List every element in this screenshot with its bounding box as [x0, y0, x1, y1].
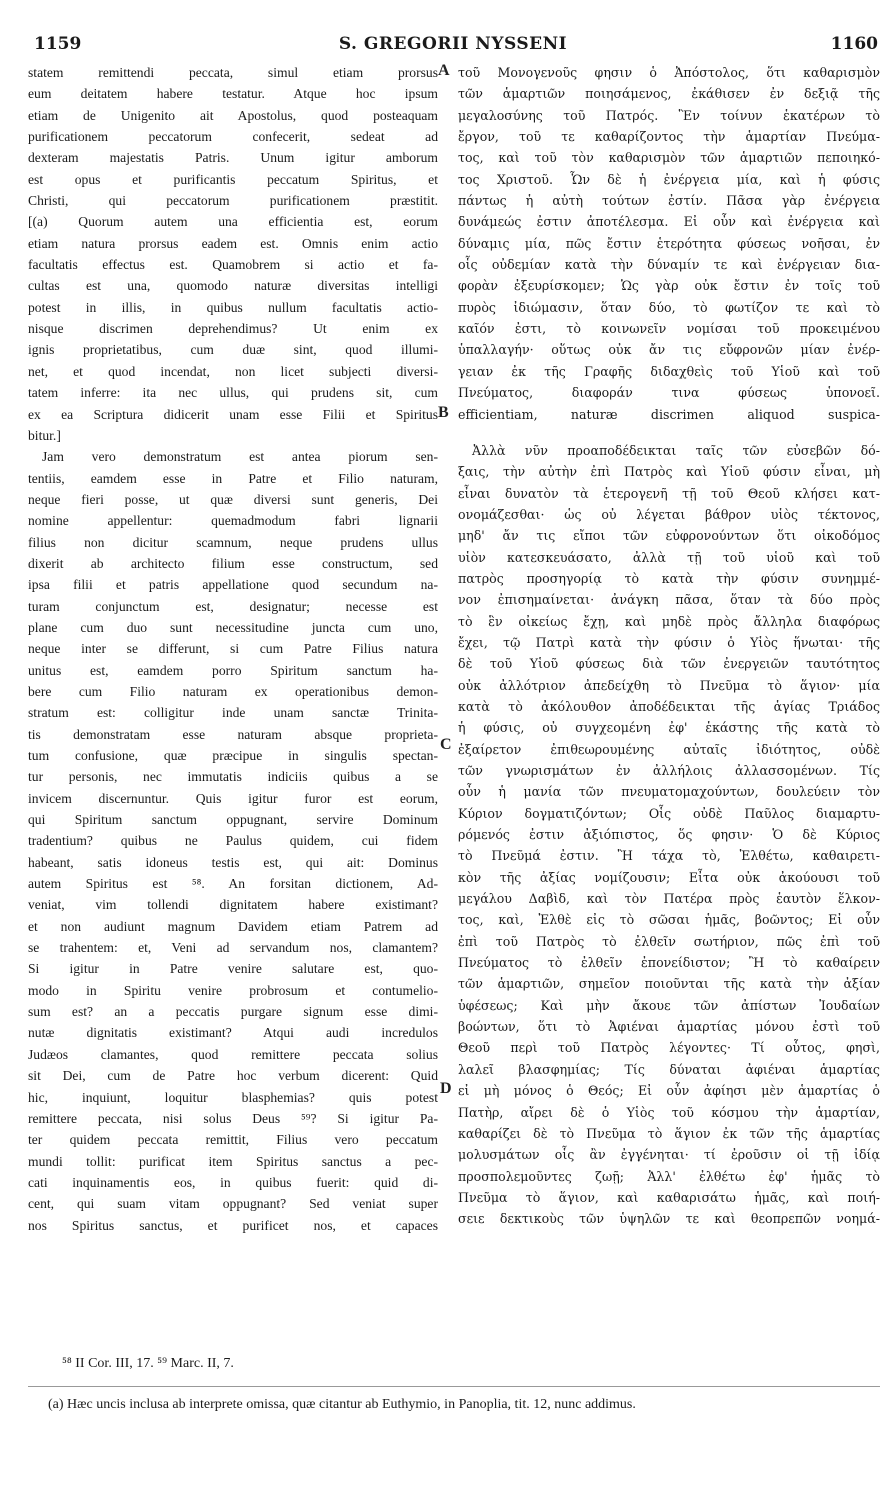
- text-line: Πνεύματος, διαφοράν τινα φύσεως ὑπονοεῖ.: [458, 385, 880, 401]
- text-line: modo in Spiritu venire probrosum et contumelio-: [28, 982, 438, 998]
- text-line: μεγάλου Δαβὶδ, καὶ τὸν Πατέρα πρὸς ἑαυτὸν ἕλκον-: [458, 891, 880, 907]
- text-line: ex ea Scriptura didicerit unam esse Filii et Spiritus: [28, 406, 438, 422]
- text-line: υἱὸν κατεσκευάσατο, ἀλλὰ τῇ τοῦ υἱοῦ καὶ τοῦ: [458, 549, 880, 565]
- text-line: se trahentem: et, Veni ad servandum nos, clamantem?: [28, 940, 438, 956]
- text-line: plane cum duo sunt necessitudine juncta cum uno,: [28, 619, 438, 635]
- text-line: ὑφέσεως; Καὶ μὴν ἄκουε τῶν ἀπίστων Ἰουδαίων: [458, 997, 880, 1013]
- text-line: εἰ μὴ μόνος ὁ Θεός; Εἰ οὖν ἀφίησι μὲν ἁμαρτίας ὁ: [458, 1083, 880, 1099]
- text-line: τος, καὶ τοῦ τὸν καθαρισμὸν τῶν ἁμαρτιῶν πεποιηκό-: [458, 150, 880, 166]
- text-line: οἷς οὐδεμίαν κατὰ τὴν δύναμίν τε καὶ ἐνέργειαν δια-: [458, 257, 880, 273]
- text-line: Ἀλλὰ νῦν προαποδέδεικται ταῖς τῶν εὐσεβῶν δό-: [472, 442, 880, 458]
- text-line: tradentium? quibus ne Paulus quidem, cui fidem: [28, 833, 438, 849]
- text-line: τὸ Πνεῦμά ἐστιν. Ἢ τάχα τὸ, Ἐλθέτω, καθαιρετι-: [458, 848, 880, 864]
- text-line: facultatis effectus est. Quamobrem si actio et fa-: [28, 257, 438, 273]
- text-line: τος Χριστοῦ. Ὧν δὲ ἡ ἐνέργεια μία, καὶ ἡ φύσις: [458, 171, 880, 187]
- scripture-notes: ⁵⁸ II Cor. III, 17. ⁵⁹ Marc. II, 7.: [62, 1356, 234, 1371]
- margin-marker-d: D: [440, 1080, 452, 1097]
- text-line: veniat, vim tollendi dignitatem habere existimant?: [28, 897, 438, 913]
- text-line: et non audiunt magnum Davidem etiam Patrem ad: [28, 918, 438, 934]
- text-line: ἐξαίρετον ἐπιθεωρουμένης αὐταῖς ἰδιότητος, οὐδὲ: [458, 741, 880, 757]
- text-line: dexteram majestatis Patris. Unum igitur amborum: [28, 150, 438, 166]
- footnote: (a) Hæc uncis inclusa ab interprete omissa, quæ citantur ab Euthymio, in Panoplia, tit. 12, nunc addimus.: [48, 1397, 636, 1412]
- text-line: purificationem peccatorum confecerit, sedeat ad: [28, 129, 438, 145]
- text-line: νον ἐπισημαίνεται· ἀνάγκη πᾶσα, ὅταν τὰ δύο πρὸς: [458, 592, 880, 608]
- text-line: δὲ τοῦ Υἱοῦ φύσεως διὰ τῶν ἐνεργειῶν ταυτότητος: [458, 656, 880, 672]
- text-line: Πατὴρ, αἴρει δὲ ὁ Υἱὸς τοῦ κόσμου τὴν ἁμαρτίαν,: [458, 1104, 880, 1120]
- text-line: autem Spiritus est ⁵⁸. An forsitan dictionem, Ad-: [28, 876, 438, 892]
- text-line: καθαρίζει δὲ τὸ Πνεῦμα τὸ ἅγιον ἐκ τῶν τῆς ἁμαρτίας: [458, 1125, 880, 1141]
- text-line: nos Spiritus sanctus, et purificet nos, et capaces: [28, 1217, 438, 1233]
- text-line: ter quidem peccata remittit, Filius vero peccatum: [28, 1132, 438, 1148]
- page-number-right: 1160: [830, 34, 878, 54]
- text-line: cati inquinamentis eos, in quibus fuerit: quid di-: [28, 1174, 438, 1190]
- text-line: πατρὸς προσηγορίᾳ τὸ κατὰ τὴν φύσιν συνημμέ-: [458, 570, 880, 586]
- text-line: εἶναι δυνατὸν τὰ ἑτερογενῆ τῇ τοῦ Θεοῦ κλήσει κατ-: [458, 485, 880, 501]
- text-line: net, et quod incendat, non licet subjecti diversi-: [28, 363, 438, 379]
- text-line: βοώντων, ὅτι τὸ Ἀφιέναι ἁμαρτίας μόνου ἐστὶ τοῦ: [458, 1019, 880, 1035]
- text-line: τος, καὶ, Ἐλθὲ εἰς τὸ σῶσαι ἡμᾶς, βοῶντος; Εἰ οὖν: [458, 912, 880, 928]
- text-line: invicem discernuntur. Quis igitur furor est eorum,: [28, 790, 438, 806]
- text-line: πυρὸς ἰδιώμασιν, ὅταν δύο, τὸ φωτίζον τε καὶ τὸ: [458, 299, 880, 315]
- text-line: Christi, qui peccatorum purificationem præstitit.: [28, 193, 438, 209]
- text-line: statem remittendi peccata, simul etiam prorsus: [28, 65, 438, 80]
- text-line: bere cum Filio naturam ex operationibus demon-: [28, 683, 438, 699]
- text-line: sit Dei, cum de Patre hoc verbum dicerent: Quid: [28, 1068, 438, 1084]
- text-line: λαλεῖ βλασφημίας; Τίς δύναται ἀφιέναι ἁμαρτίας: [458, 1061, 880, 1077]
- text-line: ἡ φύσις, οὐ συγχεομένη ἐφ' ἑκάστης τῆς κατὰ τὸ: [458, 720, 880, 736]
- greek-column: [458, 62, 880, 1230]
- margin-marker-a: A: [438, 62, 450, 79]
- text-line: τὸ ἓν οἰκείως ἔχῃ, καὶ μηδὲ πρὸς ἄλληλα διαφόρως: [458, 613, 880, 629]
- text-line: etiam de Unigenito ait Apostolus, quod posteaquam: [28, 107, 438, 123]
- text-line: Θεοῦ περὶ τοῦ Πατρὸς λέγοντες· Τί οὗτος, φησὶ,: [458, 1040, 880, 1056]
- text-line: προσπολεμοῦντες ζωῇ; Ἀλλ' ἐλθέτω ἐφ' ἡμᾶς τὸ: [458, 1168, 880, 1184]
- text-line: Πνεύματος τὸ ἐλθεῖν ἐπονείδιστον; Ἢ τὸ καθαίρειν: [458, 955, 880, 971]
- text-line: unitus est, eamdem porro Spiritum sanctum ha-: [28, 662, 438, 678]
- text-line: ἔργον, τοῦ τε καθαρίζοντος τὴν ἁμαρτίαν Πνεύμα-: [458, 129, 880, 145]
- text-line: nutæ dignitatis existimant? Atqui audi incredulos: [28, 1025, 438, 1041]
- text-line: Κύριον δογματιζόντων; Οἷς οὐδὲ Παῦλος διαμαρτυ-: [458, 805, 880, 821]
- text-line: ignis proprietatibus, cum duæ sint, quod illumi-: [28, 342, 438, 358]
- text-line: τῶν ἁμαρτιῶν, σημεῖον ποιοῦνται τῆς κατὰ τὴν ἀξίαν: [458, 976, 880, 992]
- text-line: γειαν ἐκ τῆς Γραφῆς διδαχθεὶς τοῦ Υἱοῦ καὶ τοῦ: [458, 363, 880, 379]
- text-line: πάντως ἡ αὐτὴ τούτων ἐστίν. Πᾶσα γὰρ ἐνέργεια: [458, 193, 880, 209]
- text-line: δυνάμεώς ἐστιν ἀποτέλεσμα. Εἰ οὖν καὶ ἐνέργεια καὶ: [458, 214, 880, 230]
- text-line: ἐπὶ τοῦ Πατρὸς τὸ ἐλθεῖν σωτήριον, πῶς ἐπὶ τοῦ: [458, 933, 880, 949]
- text-line: tum confusione, quæ præcipue in singulis spectan-: [28, 748, 438, 763]
- text-line: bitur.]: [28, 427, 61, 443]
- text-line: tis demonstratam esse naturam absque proprieta-: [28, 726, 438, 742]
- text-line: habeant, satis idoneus testis est, qui ait: Dominus: [28, 854, 438, 870]
- paragraph-gap: [458, 425, 880, 440]
- page-header: [28, 34, 878, 56]
- text-line: eum deitatem habere testatur. Atque hoc ipsum: [28, 86, 438, 102]
- text-line: Si igitur in Patre venire salutare est, quo-: [28, 961, 438, 977]
- margin-marker-c: C: [440, 736, 452, 753]
- text-line: Πνεῦμα τὸ ἅγιον, καὶ καθαρισάτω ἡμᾶς, καὶ ποιή-: [458, 1189, 880, 1205]
- text-line: remittere peccata, nisi solus Deus ⁵⁹? Si igitur Pa-: [28, 1110, 438, 1126]
- text-line: mundi tollit: purificat item Spiritus sanctus a pec-: [28, 1153, 438, 1169]
- text-line: τῶν ἁμαρτιῶν ποιησάμενος, ἐκάθισεν ἐν δεξιᾷ τῆς: [458, 86, 880, 102]
- text-line: ipsa filii et patris appellatione quod secundum na-: [28, 577, 438, 593]
- text-line: οὐκ ἀλλότριον ἀπεδείχθη τὸ Πνεῦμα τὸ ἅγιον· μία: [458, 677, 880, 693]
- footnote-divider: [28, 1386, 880, 1387]
- running-title: S. GREGORII NYSSENI: [338, 34, 568, 54]
- text-line: filius non dicitur scamnum, neque prudens ullus: [28, 534, 438, 550]
- text-line: κατὰ τὸ ἀκόλουθον ἀποδέδεικται τῆς ἁγίας Τριάδος: [458, 698, 880, 714]
- text-line: [(a) Quorum autem una efficientia est, eorum: [28, 214, 438, 230]
- text-line: efficientiam, naturæ discrimen aliquod suspica-: [458, 406, 880, 422]
- text-line: qui Spiritum sanctum oppugnant, servire Dominum: [28, 812, 438, 828]
- text-line: κὸν τῆς ἀξίας νομίζουσιν; Εἶτα οὐκ ἀκούουσι τοῦ: [458, 869, 880, 885]
- text-line: φορὰν ἐξευρίσκομεν; Ὡς γὰρ οὐκ ἔστιν ἐν τοῖς τοῦ: [458, 278, 880, 294]
- text-line: τοῦ Μονογενοῦς φησιν ὁ Ἀπόστολος, ὅτι καθαρισμὸν: [458, 65, 880, 80]
- text-line: neque inter se differunt, si cum Patre Filius natura: [28, 641, 438, 657]
- text-line: cent, qui suam vitam oppugnant? Sed veniat super: [28, 1196, 438, 1212]
- text-line: Judæos clamantes, quod remittere peccata solius: [28, 1046, 438, 1062]
- text-line: μολυσμάτων οἷς ἂν ἐγγένηται· τί ἐροῦσιν οἱ τῇ ἰδίᾳ: [458, 1147, 880, 1163]
- text-line: tentiis, eamdem esse in Patre et Filio naturam,: [28, 470, 438, 486]
- text-line: tatem inferre: ita nec ullus, qui prudens sit, cum: [28, 385, 438, 401]
- text-line: nomine appellentur: quemadmodum fabri lignarii: [28, 513, 438, 529]
- margin-marker-b: B: [438, 404, 449, 421]
- text-line: turam conjunctum est, designatur; necesse est: [28, 598, 438, 614]
- text-line: μεγαλοσύνης τοῦ Πατρός. Ἓν τοίνυν ἑκατέρων τὸ: [458, 107, 880, 123]
- text-line: nisque discrimen deprehendimus? Ut enim ex: [28, 321, 438, 337]
- text-line: Jam vero demonstratum est antea piorum sen-: [42, 449, 438, 465]
- text-line: cultas est una, quomodo naturæ diversitas intelligi: [28, 278, 438, 294]
- text-line: sum est? an a peccatis purgare signum esse dimi-: [28, 1004, 438, 1020]
- text-line: ξαις, τὴν αὐτὴν ἐπὶ Πατρὸς καὶ Υἱοῦ φύσιν εἶναι, μὴ: [458, 464, 880, 480]
- page-number-left: 1159: [34, 34, 82, 54]
- text-line: potest in illis, in quibus nullum facultatis actio-: [28, 299, 438, 315]
- text-line: δύναμις μία, πῶς ἔστιν ἑτερότητα φύσεως νοῆσαι, ἐν: [458, 235, 880, 251]
- text-line: ρόμενός ἐστιν ἀξιόπιστος, ὅς φησιν· Ὁ δὲ Κύριος: [458, 827, 880, 843]
- text-line: καῖόν ἐστι, τὸ κοινωνεῖν νομίσαι τοῦ προκειμένου: [458, 321, 880, 337]
- text-line: tur personis, nec immutatis indiciis quibus a se: [28, 769, 438, 785]
- text-line: σειε δεκτικοὺς τῶν ὑψηλῶν τε καὶ θεοπρεπῶν νοημά-: [458, 1211, 880, 1227]
- text-line: stratum est: colligitur inde unam sanctæ Trinita-: [28, 705, 438, 721]
- text-line: μηδ' ἄν τις εἴποι τῶν εὐφρονούντων ὅτι οἰκοδόμος: [458, 528, 880, 544]
- text-line: τῶν γνωρισμάτων ἐν ἀλλήλοις ἀλλασσομένων. Τίς: [458, 763, 880, 778]
- text-line: ἔχει, τῷ Πατρὶ κατὰ τὴν φύσιν ὁ Υἱὸς ἥνωται· τῆς: [458, 634, 880, 650]
- latin-column: [28, 62, 438, 1236]
- text-line: etiam natura prorsus eadem est. Omnis enim actio: [28, 235, 438, 251]
- text-line: hic, inquiunt, loquitur blasphemias? quis potest: [28, 1089, 438, 1105]
- text-line: dixerit ab architecto filium esse constructum, sed: [28, 555, 438, 571]
- text-line: ονομάζεσθαι· ὡς οὐ λέγεται βάθρον υἱὸς τέκτονος,: [458, 506, 880, 522]
- text-line: neque fieri posse, ut quæ diversi sunt generis, Dei: [28, 491, 438, 507]
- text-line: οὖν ἡ μανία τῶν πνευματομαχούντων, δουλεύειν τὸν: [458, 784, 880, 800]
- text-line: ὑπαλλαγήν· οὕτως οὐκ ἄν τις εὔφρονῶν μίαν ἐνέρ-: [458, 342, 880, 358]
- text-line: est opus et purificantis peccatum Spiritus, et: [28, 171, 438, 187]
